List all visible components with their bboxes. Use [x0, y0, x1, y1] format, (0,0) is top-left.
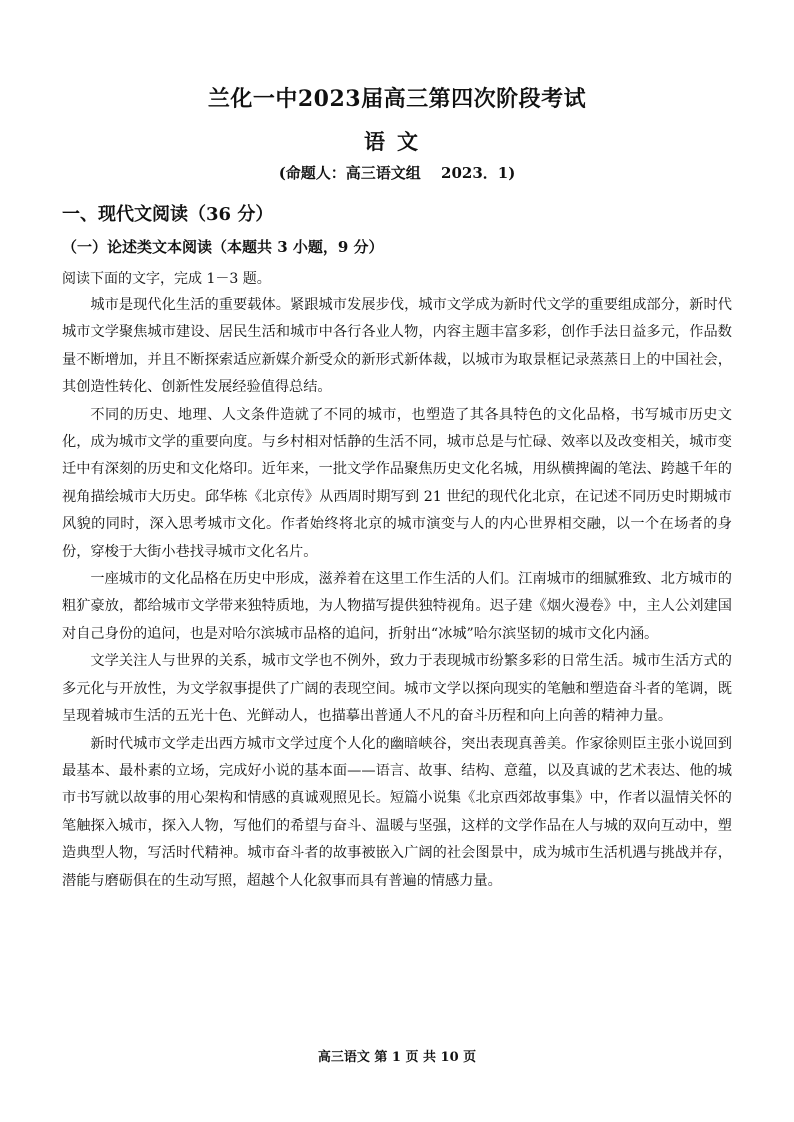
passage-paragraph: 一座城市的文化品格在历史中形成，滋养着在这里工作生活的人们。江南城市的细腻雅致、北方城市的粗犷豪放，都给城市文学带来独特质地，为人物描写提供独特视角。迟子建《烟火漫卷》中，主人公刘建国对自己身份的追问，也是对哈尔滨城市品格的追问，折射出“冰城”哈尔滨坚韧的城市文化内涵。 [62, 571, 732, 642]
subsection-heading: （一）论述类文本阅读（本题共 3 小题，9 分） [62, 238, 384, 256]
passage-paragraph: 新时代城市文学走出西方城市文学过度个人化的幽暗峡谷，突出表现真善美。作家徐则臣主张小说回到最基本、最朴素的立场，完成好小说的基本面——语言、故事、结构、意蕴，以及真诚的艺术表达、他的城市书写就以故事的用心架构和情感的真诚观照见长。短篇小说集《北京西郊故事集》中，作者以温情关怀的笔触探入城市，探入人物，写他们的希望与奋斗、温暖与坚强，这样的文学作品在人与城的双向互动中，塑造典型人物，写活时代精神。城市奋斗者的故事被嵌入广阔的社会图景中，成为城市生活机遇与挑战并存，潜能与磨砺俱在的生动写照，超越个人化叙事而具有普遍的情感力量。 [62, 735, 732, 889]
exam-title: 兰化一中2023届高三第四次阶段考试 [207, 86, 587, 112]
passage-paragraph: 文学关注人与世界的关系，城市文学也不例外，致力于表现城市纷繁多彩的日常生活。城市生活方式的多元化与开放性，为文学叙事提供了广阔的表现空间。城市文学以探向现实的笔触和塑造奋斗者的笔调，既呈现着城市生活的五光十色、光鲜动人，也描摹出普通人不凡的奋斗历程和向上向善的精神力量。 [62, 653, 732, 725]
subject-title: 语文 [364, 129, 430, 154]
passage-paragraph: 城市是现代化生活的重要载体。紧跟城市发展步伐，城市文学成为新时代文学的重要组成部分，新时代城市文学聚焦城市建设、居民生活和城市中各行各业人物，内容主题丰富多彩，创作手法日益多元，作品数量不断增加，并且不断探索适应新媒介新受众的新形式新体裁，以城市为取景框记录蒸蒸日上的中国社会，其创造性转化、创新性发展经验值得总结。 [62, 297, 732, 396]
passage-body [62, 292, 732, 895]
setter-line: (命题人：高三语文组 2023．1) [278, 164, 516, 182]
section-heading: 一、现代文阅读（36 分） [62, 204, 274, 225]
reading-instruction: 阅读下面的文字，完成 1－3 题。 [62, 271, 271, 287]
page-footer: 高三语文 第 1 页 共 10 页 [317, 1050, 477, 1065]
passage-paragraph: 不同的历史、地理、人文条件造就了不同的城市，也塑造了其各具特色的文化品格，书写城市历史文化，成为城市文学的重要向度。与乡村相对恬静的生活不同，城市总是与忙碌、效率以及改变相关，城市变迁中有深刻的历史和文化烙印。近年来，一批文学作品聚焦历史文化名城，用纵横捭阖的笔法、跨越千年的视角描绘城市大历史。邱华栋《北京传》从西周时期写到 21 世纪的现代化北京，在记述不同历史时期城市风貌的同时，深入思考城市文化。作者始终将北京的城市演变与人的内心世界相交融，以一个在场者的身份，穿梭于大街小巷找寻城市文化名片。 [62, 406, 732, 560]
